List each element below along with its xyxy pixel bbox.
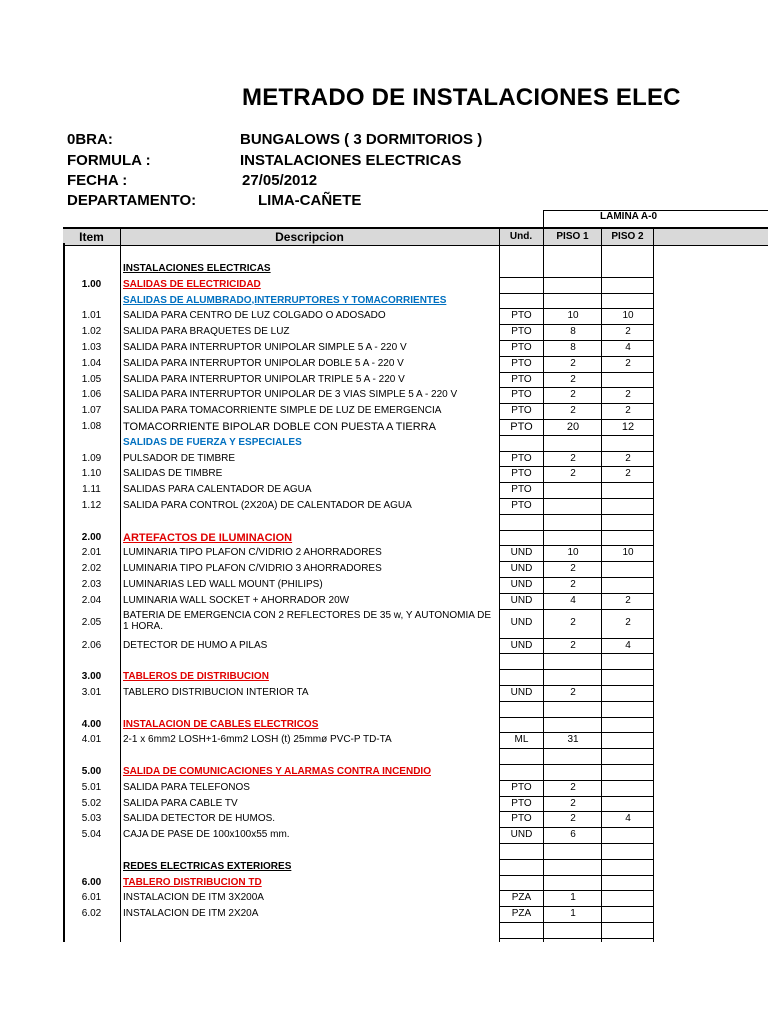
piso2-qty xyxy=(602,750,654,762)
piso2-qty xyxy=(602,734,654,746)
piso1-qty: 2 xyxy=(570,373,576,385)
piso1-qty: 20 xyxy=(566,420,580,433)
row-divider xyxy=(499,653,654,654)
item-description: SALIDA PARA BRAQUETES DE LUZ xyxy=(123,326,290,338)
row-divider xyxy=(499,403,654,404)
item-description: SALIDA PARA INTERRUPTOR UNIPOLAR SIMPLE 5 A - 220 V xyxy=(123,341,407,353)
piso2-qty xyxy=(602,892,654,904)
piso2-qty: 2 xyxy=(625,617,631,629)
row-divider xyxy=(499,356,654,357)
piso1-qty: 2 xyxy=(570,389,576,401)
unit-cell: PTO xyxy=(511,389,532,401)
piso2-qty: 4 xyxy=(625,639,631,651)
piso1-qty xyxy=(544,766,602,778)
piso1-qty xyxy=(544,671,602,683)
unit-cell: PTO xyxy=(510,420,533,433)
item-number: 1.06 xyxy=(81,389,102,401)
piso1-qty: 1 xyxy=(570,892,576,904)
piso2-qty xyxy=(602,516,654,528)
item-number: 2.01 xyxy=(81,547,102,559)
piso2-qty xyxy=(602,829,654,841)
item-description: PULSADOR DE TIMBRE xyxy=(123,452,236,464)
col-header-descripcion: Descripcion xyxy=(120,229,500,245)
unit-cell xyxy=(499,671,544,683)
meta-value-fecha: 27/05/2012 xyxy=(242,172,318,189)
item-number xyxy=(63,295,120,307)
item-number xyxy=(63,516,120,528)
piso2-qty xyxy=(602,908,654,920)
row-divider xyxy=(499,451,654,452)
row-divider xyxy=(499,780,654,781)
unit-cell xyxy=(499,719,544,731)
row-divider xyxy=(499,593,654,594)
piso2-qty xyxy=(602,279,654,291)
piso1-qty xyxy=(544,703,602,715)
piso1-qty xyxy=(544,924,602,936)
unit-cell xyxy=(499,295,544,307)
item-number: 2.03 xyxy=(81,578,102,590)
item-number: 6.02 xyxy=(81,908,102,920)
row-divider xyxy=(499,638,654,639)
piso2-qty xyxy=(602,766,654,778)
item-number: 1.11 xyxy=(82,484,101,496)
meta-value-obra: BUNGALOWS ( 3 DORMITORIOS ) xyxy=(240,131,483,148)
item-number: 1.09 xyxy=(81,452,102,464)
item-description: INSTALACION DE ITM 2X20A xyxy=(123,908,259,920)
piso1-qty: 4 xyxy=(570,594,576,606)
item-description: TABLERO DISTRIBUCION TD xyxy=(123,876,262,888)
piso1-qty xyxy=(544,516,602,528)
piso1-qty: 8 xyxy=(570,341,576,353)
unit-cell: PZA xyxy=(511,908,532,920)
item-description: CAJA DE PASE DE 100x100x55 mm. xyxy=(123,829,290,841)
meta-label-fecha: FECHA : xyxy=(67,172,128,189)
piso1-qty: 6 xyxy=(570,829,576,841)
piso2-qty xyxy=(602,437,654,449)
piso2-qty xyxy=(602,719,654,731)
unit-cell: ML xyxy=(514,734,529,746)
piso2-qty: 4 xyxy=(625,341,631,353)
piso1-qty: 10 xyxy=(567,310,579,322)
piso1-qty: 2 xyxy=(570,405,576,417)
row-divider xyxy=(499,875,654,876)
piso2-qty xyxy=(602,703,654,715)
item-number: 2.02 xyxy=(81,563,102,575)
row-divider xyxy=(499,717,654,718)
unit-cell xyxy=(499,845,544,857)
meta-value-formula: INSTALACIONES ELECTRICAS xyxy=(240,152,462,169)
unit-cell: PTO xyxy=(511,499,532,511)
piso1-qty: 2 xyxy=(570,563,576,575)
row-divider xyxy=(499,387,654,388)
unit-cell xyxy=(499,924,544,936)
item-description: ARTEFACTOS DE ILUMINACION xyxy=(123,531,293,544)
column-divider xyxy=(543,243,544,942)
item-description: INSTALACION DE CABLES ELECTRICOS xyxy=(123,718,319,730)
item-number xyxy=(63,924,120,936)
column-divider xyxy=(499,243,500,942)
item-number xyxy=(63,437,120,449)
piso2-qty xyxy=(602,924,654,936)
unit-cell xyxy=(499,703,544,715)
unit-cell xyxy=(499,279,544,291)
meta-label-obra: 0BRA: xyxy=(67,131,113,148)
table-left-border xyxy=(63,243,65,942)
row-divider xyxy=(499,340,654,341)
unit-cell xyxy=(499,655,544,667)
item-description: SALIDA PARA INTERRUPTOR UNIPOLAR TRIPLE 5 A - 220 V xyxy=(123,373,405,385)
unit-cell: PZA xyxy=(511,892,532,904)
unit-cell: PTO xyxy=(511,797,532,809)
item-description: SALIDA PARA INTERRUPTOR UNIPOLAR DOBLE 5 A - 220 V xyxy=(123,357,404,369)
unit-cell: PTO xyxy=(511,326,532,338)
piso1-qty xyxy=(544,484,602,496)
piso1-qty xyxy=(544,861,602,873)
piso2-qty xyxy=(602,671,654,683)
item-description xyxy=(123,845,497,857)
row-divider xyxy=(499,859,654,860)
row-divider xyxy=(499,577,654,578)
piso2-qty: 10 xyxy=(622,547,634,559)
unit-cell: UND xyxy=(510,578,533,590)
item-number: 5.01 xyxy=(81,781,102,793)
row-divider xyxy=(499,324,654,325)
item-description: TOMACORRIENTE BIPOLAR DOBLE CON PUESTA A TIERRA xyxy=(123,420,436,433)
piso1-qty: 2 xyxy=(570,797,576,809)
item-number: 1.01 xyxy=(81,310,102,322)
piso1-qty xyxy=(544,877,602,889)
item-number: 5.04 xyxy=(81,829,102,841)
unit-cell: PTO xyxy=(511,781,532,793)
item-number: 1.02 xyxy=(81,326,102,338)
item-description: SALIDA PARA CONTROL (2X20A) DE CALENTADOR DE AGUA xyxy=(123,499,412,511)
item-number xyxy=(63,655,120,667)
unit-cell xyxy=(499,516,544,528)
item-description: TABLERO DISTRIBUCION INTERIOR TA xyxy=(123,686,309,698)
item-description: SALIDAS PARA CALENTADOR DE AGUA xyxy=(123,484,312,496)
piso2-qty: 2 xyxy=(625,468,631,480)
row-divider xyxy=(499,843,654,844)
row-divider xyxy=(499,530,654,531)
item-description xyxy=(123,750,497,762)
item-number: 1.00 xyxy=(81,278,102,290)
piso2-qty: 12 xyxy=(621,420,635,433)
item-number: 5.03 xyxy=(81,813,102,825)
item-description xyxy=(123,655,497,667)
row-divider xyxy=(499,764,654,765)
row-divider xyxy=(499,308,654,309)
item-description: LUMINARIAS LED WALL MOUNT (PHILIPS) xyxy=(123,578,323,590)
row-divider xyxy=(499,498,654,499)
row-divider xyxy=(499,701,654,702)
row-divider xyxy=(499,545,654,546)
column-divider xyxy=(120,243,121,942)
item-description: SALIDAS DE TIMBRE xyxy=(123,468,223,480)
row-divider xyxy=(499,811,654,812)
piso1-qty: 2 xyxy=(570,813,576,825)
item-number: 3.01 xyxy=(81,686,102,698)
row-divider xyxy=(499,482,654,483)
row-divider xyxy=(499,435,654,436)
piso1-qty: 8 xyxy=(570,326,576,338)
piso2-qty: 2 xyxy=(625,594,631,606)
row-divider xyxy=(499,419,654,420)
unit-cell xyxy=(499,263,544,275)
unit-cell: PTO xyxy=(511,341,532,353)
unit-cell xyxy=(499,766,544,778)
piso2-qty xyxy=(602,687,654,699)
table-header-row xyxy=(63,227,768,246)
item-description: INSTALACIONES ELECTRICAS xyxy=(123,262,271,274)
item-number xyxy=(63,703,120,715)
meta-value-departamento: LIMA-CAÑETE xyxy=(258,192,362,209)
unit-cell: UND xyxy=(510,563,533,575)
piso2-qty xyxy=(602,563,654,575)
unit-cell: UND xyxy=(510,829,533,841)
item-number: 3.00 xyxy=(81,671,102,683)
item-description xyxy=(123,516,497,528)
item-number: 6.00 xyxy=(81,876,102,888)
item-number xyxy=(63,750,120,762)
item-number: 4.00 xyxy=(81,718,102,730)
unit-cell: PTO xyxy=(511,373,532,385)
unit-cell: PTO xyxy=(511,813,532,825)
piso2-qty: 2 xyxy=(625,389,631,401)
row-divider xyxy=(499,732,654,733)
piso2-qty xyxy=(602,861,654,873)
col-header-item: Item xyxy=(63,229,121,245)
item-number: 1.07 xyxy=(81,405,102,417)
item-description: SALIDAS DE ALUMBRADO,INTERRUPTORES Y TOMACORRIENTES xyxy=(123,294,447,306)
row-divider xyxy=(499,890,654,891)
piso1-qty: 2 xyxy=(570,617,576,629)
piso1-qty xyxy=(544,295,602,307)
piso1-qty xyxy=(544,750,602,762)
piso2-qty xyxy=(602,798,654,810)
row-divider xyxy=(499,514,654,515)
item-description: LUMINARIA TIPO PLAFON C/VIDRIO 2 AHORRADORES xyxy=(123,547,382,559)
item-number: 1.04 xyxy=(81,357,102,369)
item-number: 2.05 xyxy=(81,617,102,629)
piso2-qty xyxy=(602,263,654,275)
item-number: 1.08 xyxy=(81,420,102,432)
row-divider xyxy=(499,372,654,373)
piso1-qty xyxy=(544,719,602,731)
piso1-qty: 2 xyxy=(570,578,576,590)
item-number: 1.03 xyxy=(81,341,102,353)
item-number: 1.05 xyxy=(81,373,102,385)
unit-cell: PTO xyxy=(511,357,532,369)
piso2-qty xyxy=(602,579,654,591)
unit-cell xyxy=(499,532,544,544)
piso1-qty: 2 xyxy=(570,686,576,698)
piso1-qty: 2 xyxy=(570,452,576,464)
item-number xyxy=(63,845,120,857)
item-number xyxy=(63,861,120,873)
piso2-qty: 2 xyxy=(625,452,631,464)
piso1-qty xyxy=(544,532,602,544)
unit-cell xyxy=(499,437,544,449)
item-description: DETECTOR DE HUMO A PILAS xyxy=(123,639,268,651)
row-divider xyxy=(499,669,654,670)
piso2-qty xyxy=(602,655,654,667)
piso1-qty: 2 xyxy=(570,639,576,651)
item-number: 5.00 xyxy=(81,765,102,777)
item-description xyxy=(123,703,497,715)
item-number: 1.10 xyxy=(81,468,102,480)
row-divider xyxy=(499,277,654,278)
piso1-qty xyxy=(544,500,602,512)
piso2-qty xyxy=(602,845,654,857)
meta-label-departamento: DEPARTAMENTO: xyxy=(67,192,197,209)
piso1-qty: 2 xyxy=(570,357,576,369)
item-description: SALIDA PARA CENTRO DE LUZ COLGADO O ADOSADO xyxy=(123,310,386,322)
column-divider xyxy=(653,243,654,942)
item-number: 2.04 xyxy=(81,594,102,606)
col-header-piso2: PISO 2 xyxy=(602,229,654,245)
piso1-qty xyxy=(544,655,602,667)
row-divider xyxy=(499,561,654,562)
col-header-piso1: PISO 1 xyxy=(544,229,602,245)
item-description: 2-1 x 6mm2 LOSH+1-6mm2 LOSH (t) 25mmø PVC-P TD-TA xyxy=(123,734,392,746)
piso2-qty xyxy=(602,532,654,544)
unit-cell: PTO xyxy=(511,484,532,496)
item-description: LUMINARIA TIPO PLAFON C/VIDRIO 3 AHORRADORES xyxy=(123,563,382,575)
row-divider xyxy=(499,922,654,923)
piso1-qty: 31 xyxy=(567,734,579,746)
meta-label-formula: FORMULA : xyxy=(67,152,151,169)
piso1-qty xyxy=(544,279,602,291)
item-number: 5.02 xyxy=(81,797,102,809)
piso2-qty xyxy=(602,877,654,889)
piso2-qty: 10 xyxy=(622,310,634,322)
document-title: METRADO DE INSTALACIONES ELEC xyxy=(242,84,681,111)
unit-cell: PTO xyxy=(511,452,532,464)
col-header-und: Und. xyxy=(499,229,544,245)
row-divider xyxy=(499,293,654,294)
piso1-qty xyxy=(544,437,602,449)
piso1-qty: 2 xyxy=(570,468,576,480)
lamina-label: LAMINA A-0 xyxy=(600,211,658,222)
item-number: 4.01 xyxy=(81,734,102,746)
row-divider xyxy=(499,906,654,907)
piso1-qty xyxy=(544,263,602,275)
item-description: SALIDA PARA TELEFONOS xyxy=(123,781,250,793)
item-description: SALIDA PARA TOMACORRIENTE SIMPLE DE LUZ DE EMERGENCIA xyxy=(123,405,442,417)
item-description: TABLEROS DE DISTRIBUCION xyxy=(123,671,269,683)
item-description: REDES ELECTRICAS EXTERIORES xyxy=(123,860,292,872)
unit-cell: PTO xyxy=(511,405,532,417)
item-number xyxy=(63,263,120,275)
piso1-qty: 2 xyxy=(570,781,576,793)
piso2-qty xyxy=(602,782,654,794)
item-number: 6.01 xyxy=(81,892,102,904)
item-description: INSTALACION DE ITM 3X200A xyxy=(123,892,264,904)
item-description: BATERIA DE EMERGENCIA CON 2 REFLECTORES DE 35 w, Y AUTONOMIA DE 1 HORA. xyxy=(123,609,492,632)
unit-cell: UND xyxy=(510,617,533,629)
piso1-qty: 10 xyxy=(567,547,579,559)
unit-cell: UND xyxy=(510,639,533,651)
unit-cell xyxy=(499,861,544,873)
row-divider xyxy=(499,796,654,797)
item-description: SALIDAS DE ELECTRICIDAD xyxy=(123,278,261,290)
item-description xyxy=(123,924,497,936)
row-divider xyxy=(499,466,654,467)
row-divider xyxy=(499,609,654,610)
item-description: LUMINARIA WALL SOCKET + AHORRADOR 20W xyxy=(123,594,350,606)
piso1-qty xyxy=(544,845,602,857)
piso2-qty: 4 xyxy=(625,813,631,825)
item-description: SALIDA DETECTOR DE HUMOS. xyxy=(123,813,276,825)
item-number: 2.00 xyxy=(81,531,102,543)
piso2-qty: 2 xyxy=(625,405,631,417)
piso2-qty: 2 xyxy=(625,357,631,369)
item-description: SALIDA PARA CABLE TV xyxy=(123,797,238,809)
unit-cell: PTO xyxy=(511,310,532,322)
unit-cell: UND xyxy=(510,686,533,698)
column-divider xyxy=(601,243,602,942)
piso2-qty xyxy=(602,374,654,386)
row-divider xyxy=(499,748,654,749)
unit-cell: UND xyxy=(510,547,533,559)
item-description: SALIDA PARA INTERRUPTOR UNIPOLAR DE 3 VIAS SIMPLE 5 A - 220 V xyxy=(123,389,458,401)
unit-cell xyxy=(499,877,544,889)
piso2-qty xyxy=(602,500,654,512)
item-number: 2.06 xyxy=(81,639,102,651)
piso2-qty: 2 xyxy=(625,326,631,338)
item-description: SALIDA DE COMUNICACIONES Y ALARMAS CONTRA INCENDIO xyxy=(123,765,431,777)
unit-cell: PTO xyxy=(511,468,532,480)
piso1-qty: 1 xyxy=(570,908,576,920)
item-description: SALIDAS DE FUERZA Y ESPECIALES xyxy=(123,436,302,448)
unit-cell xyxy=(499,750,544,762)
piso2-qty xyxy=(602,484,654,496)
piso2-qty xyxy=(602,295,654,307)
unit-cell: UND xyxy=(510,594,533,606)
item-number: 1.12 xyxy=(81,499,102,511)
row-divider xyxy=(499,938,654,939)
row-divider xyxy=(499,827,654,828)
row-divider xyxy=(499,685,654,686)
